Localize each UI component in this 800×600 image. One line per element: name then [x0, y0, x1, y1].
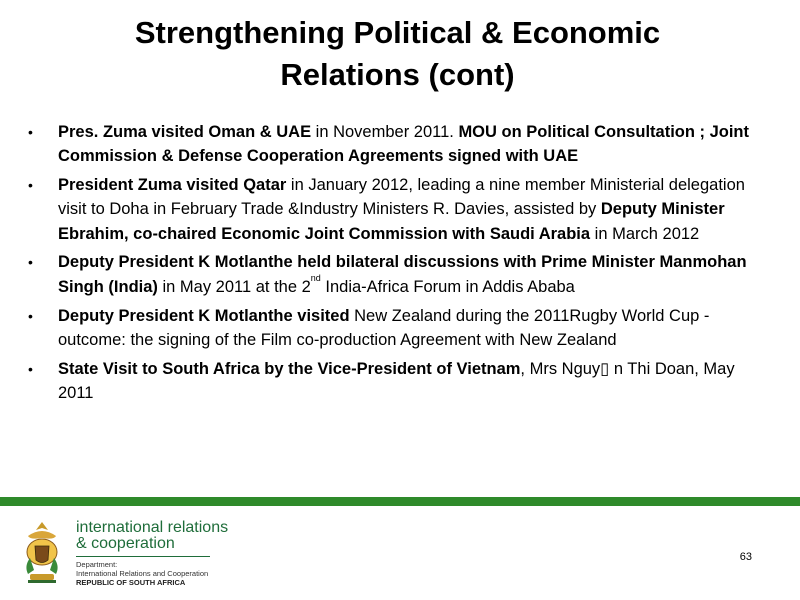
country-name: REPUBLIC OF SOUTH AFRICA [76, 578, 186, 587]
title-line-2: Relations (cont) [280, 57, 515, 92]
org-name-line-1: international relations [76, 519, 229, 536]
bullet-item-india [28, 250, 768, 299]
bullet-text: in January 2012, leading a nine member Ministerial delegation visit to Doha in February Trade &Industry Ministers R. Davies, assisted by [58, 176, 745, 219]
bullet-text: in May 2011 at the 2 [157, 277, 311, 296]
bullet-bold-text: MOU on Political Consultation ; Joint Commission & Defense Cooperation Agreements signed with UAE [58, 123, 750, 166]
bullet-dot-icon: • [28, 254, 33, 271]
page-number: 63 [739, 551, 752, 563]
bullet-bold-text: State Visit to South Africa by the Vice-President of Vietnam [58, 359, 521, 378]
bullet-text: in March 2012 [590, 224, 700, 243]
bullet-text: in November 2011. [311, 123, 459, 141]
bullet-list [28, 120, 768, 410]
org-divider [76, 556, 210, 557]
coat-of-arms-icon [18, 518, 66, 586]
bullet-dot-icon: • [28, 124, 33, 140]
ordinal-suffix: nd [310, 272, 321, 283]
bullet-dot-icon: • [28, 307, 33, 324]
bullet-item-oman-uae [28, 120, 768, 169]
org-name-line-2: & cooperation [76, 535, 175, 552]
bullet-dot-icon: • [28, 360, 33, 377]
bullet-item-new-zealand [28, 304, 768, 353]
bullet-bold-text: Deputy President K Motlanthe held bilateral discussions with Prime Minister Manmohan Singh (India) [58, 253, 747, 296]
slide-title [40, 12, 755, 96]
bullet-item-vietnam [28, 357, 768, 406]
bullet-text: New Zealand during the 2011Rugby World Cup - outcome: the signing of the Film co-production Agreement with New Zealand [58, 306, 710, 349]
dept-label: Department: [76, 560, 118, 569]
bullet-bold-text: Pres. Zuma visited Oman & UAE [58, 123, 312, 141]
footer-rule [0, 497, 800, 506]
bullet-text: , Mrs Nguy▯ n Thi Doan, May 2011 [58, 359, 735, 402]
bullet-dot-icon: • [28, 177, 33, 194]
bullet-item-qatar [28, 173, 768, 246]
dept-name: International Relations and Cooperation [76, 569, 209, 578]
bullet-bold-text: President Zuma visited Qatar [58, 176, 287, 195]
title-line-1: Strengthening Political & Economic [134, 15, 661, 50]
bullet-bold-text: Deputy President K Motlanthe visited [58, 306, 350, 325]
bullet-bold-text: Deputy Minister Ebrahim, co-chaired Economic Joint Commission with Saudi Arabia [58, 200, 725, 243]
bullet-text: India-Africa Forum in Addis Ababa [320, 277, 575, 296]
org-branding [76, 520, 228, 587]
